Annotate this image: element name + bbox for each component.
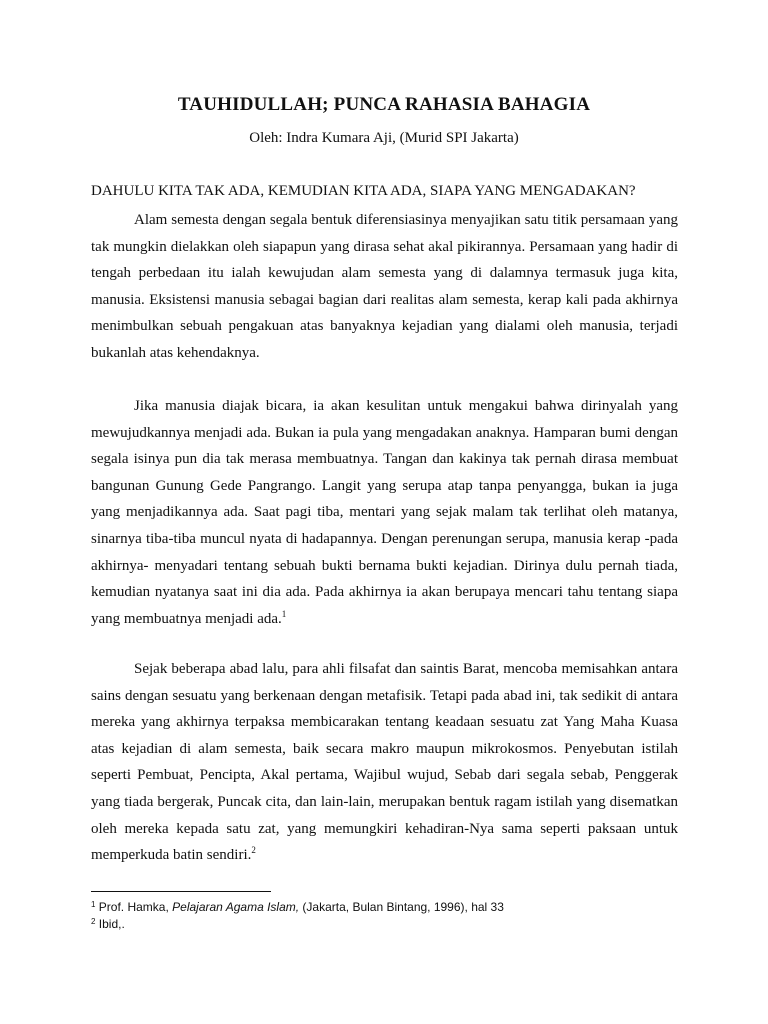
document-title: TAUHIDULLAH; PUNCA RAHASIA BAHAGIA	[177, 94, 591, 115]
body-paragraph	[91, 656, 678, 869]
paragraph-text: Jika manusia diajak bicara, ia akan kesulitan untuk mengakui bahwa dirinyalah yang mewujudkannya menjadi ada. Bukan ia pula yang mengadakan anaknya. Hamparan bumi dengan segala isinya pun dia tak merasa membuatnya. Tangan dan kakinya tak pernah dirasa membuat bangunan Gunung Gede Pangrango. Langit yang serupa atap tanpa penyangga, bukan ia juga yang menjadikannya ada. Saat pagi tiba, mentari yang sejak malam tak terlihat oleh matanya, sinarnya tiba-tiba muncul nyata di hadapannya. Dengan perenungan serupa, manusia kerap -pada akhirnya- menyadari tentang sebuah bukti bernama bukti kejadian. Dirinya dulu pernah tiada, kemudian nyatanya saat ini dia ada. Pada akhirnya ia akan berupaya mencari tahu tentang siapa yang membuatnya menjadi ada.	[91, 398, 678, 627]
footnote-text: Prof. Hamka,	[95, 900, 173, 914]
section-heading: DAHULU KITA TAK ADA, KEMUDIAN KITA ADA, SIAPA YANG MENGADAKAN?	[91, 183, 636, 199]
author-byline: Oleh: Indra Kumara Aji, (Murid SPI Jakarta)	[249, 130, 519, 146]
footnote-text: Ibid,.	[95, 917, 125, 931]
footnote-reference[interactable]: 2	[251, 845, 256, 856]
footnote-text: (Jakarta, Bulan Bintang, 1996), hal 33	[299, 900, 504, 914]
footnote-book-title: Pelajaran Agama Islam,	[172, 900, 300, 914]
paragraph-text: Alam semesta dengan segala bentuk diferensiasinya menyajikan satu titik persamaan yang tak mungkin dielakkan oleh siapapun yang dirasa sehat akal pikirannya. Persamaan yang hadir di tengah perbedaan itu ialah kewujudan alam semesta yang di dalamnya termasuk juga kita, manusia. Eksistensi manusia sebagai bagian dari realitas alam semesta, kerap kali pada akhirnya menimbulkan sebuah pengakuan atas banyaknya kejadian yang dialami oleh manusia, terjadi bukanlah atas kehendaknya.	[91, 212, 678, 361]
footnote-item	[91, 899, 691, 916]
paragraph-text: Sejak beberapa abad lalu, para ahli filsafat dan saintis Barat, mencoba memisahkan antara sains dengan sesuatu yang berkenaan dengan metafisik. Tetapi pada abad ini, tak sedikit di antara mereka yang akhirnya terpaksa membicarakan tentang keadaan sesuatu zat Yang Maha Kuasa atas kejadian di alam semesta, baik secara makro maupun mikrokosmos. Penyebutan istilah seperti Pembuat, Pencipta, Akal pertama, Wajibul wujud, Sebab dari segala sebab, Penggerak yang tiada bergerak, Puncak cita, dan lain-lain, merupakan bentuk ragam istilah yang disematkan oleh mereka kepada satu zat, yang memungkiri kehadiran-Nya sama seperti paksaan untuk memperkuda batin sendiri.	[91, 661, 678, 864]
footnotes	[91, 899, 691, 933]
footnote-divider	[91, 891, 271, 892]
body-paragraph	[91, 393, 678, 632]
footnote-number: 2	[91, 917, 96, 926]
footnote-reference[interactable]: 1	[281, 608, 287, 619]
body-paragraph	[91, 207, 678, 367]
footnote-number: 1	[91, 900, 96, 909]
footnote-item	[91, 916, 691, 933]
